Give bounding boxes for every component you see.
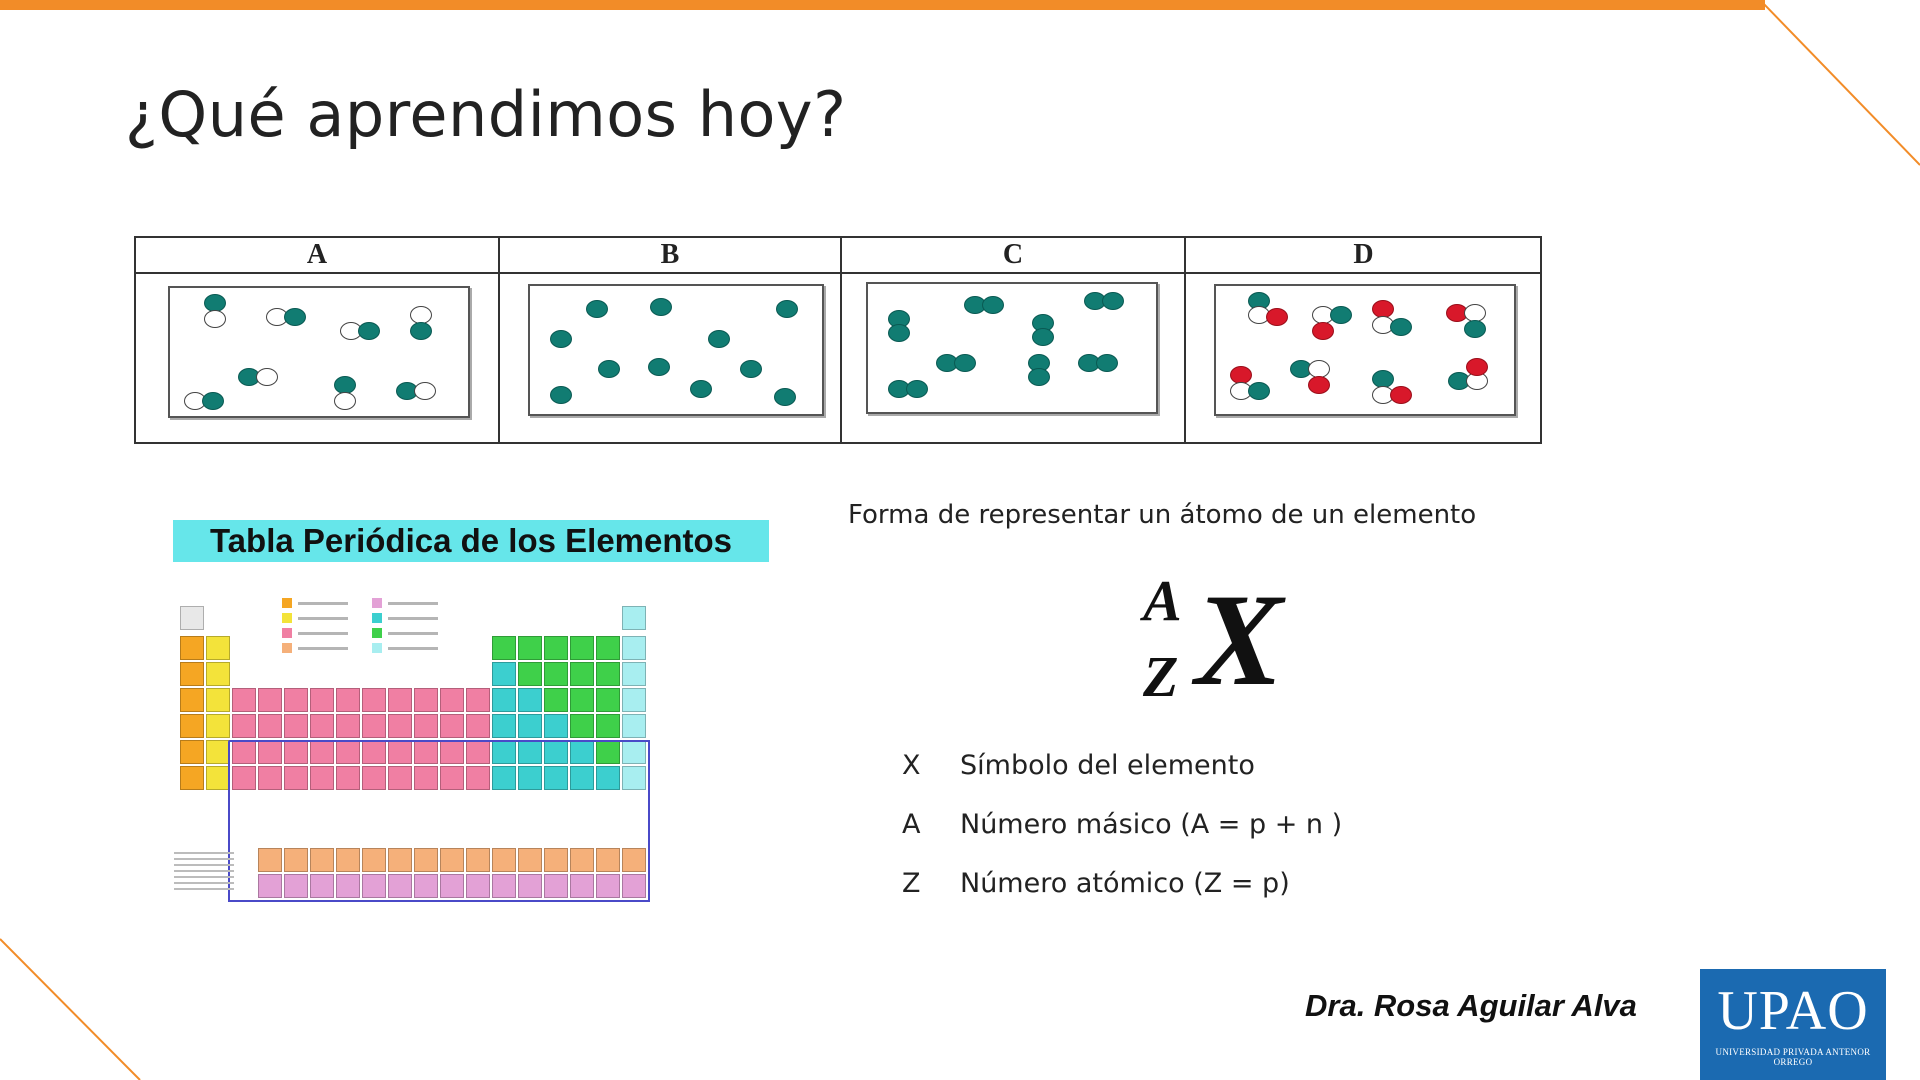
molecule-atom-teal: [1096, 354, 1118, 372]
molecule-table: [134, 236, 1542, 444]
legend-text-line: [388, 632, 438, 635]
pt-cell-transition: [284, 714, 308, 738]
atomic-number-symbol: Z: [1143, 644, 1179, 709]
pt-cell-metalloid: [492, 662, 516, 686]
molecule-atom-teal: [358, 322, 380, 340]
pt-cell-nonmetal: [570, 688, 594, 712]
pt-cell-transition: [388, 714, 412, 738]
definition-key-x: X: [902, 750, 921, 781]
molecule-box-c: [866, 282, 1158, 414]
pt-cell-transition: [466, 714, 490, 738]
legend-swatch: [282, 598, 292, 608]
molecule-atom-teal: [1102, 292, 1124, 310]
definition-text-a: Número másico (A = p + n ): [960, 809, 1343, 840]
pt-cell-metalloid: [544, 714, 568, 738]
molecule-atom-teal: [1248, 382, 1270, 400]
molecule-cell-c: [842, 274, 1186, 444]
legend-swatch: [372, 598, 382, 608]
molecule-atom-red: [1466, 358, 1488, 376]
molecule-atom-teal: [202, 392, 224, 410]
notation-heading: Forma de representar un átomo de un elemento: [848, 500, 1477, 530]
element-symbol: X: [1195, 566, 1284, 713]
periodic-table-title: Tabla Periódica de los Elementos: [173, 520, 769, 562]
column-header-c: C: [842, 238, 1186, 274]
author-name: Dra. Rosa Aguilar Alva: [1305, 988, 1637, 1023]
note-text-line: [174, 876, 234, 878]
legend-swatch: [282, 628, 292, 638]
pt-cell-alkali: [180, 662, 204, 686]
column-header-b: B: [500, 238, 842, 274]
legend-text-line: [388, 647, 438, 650]
molecule-box-d: [1214, 284, 1516, 416]
pt-cell-noble: [622, 636, 646, 660]
definition-key-z: Z: [902, 868, 921, 899]
f-block-outline: [228, 740, 650, 902]
legend-swatch: [372, 643, 382, 653]
molecule-atom-red: [1312, 322, 1334, 340]
molecule-atom-teal: [550, 386, 572, 404]
pt-cell-alkaline-earth: [206, 636, 230, 660]
pt-cell-nonmetal: [570, 636, 594, 660]
corner-decoration-top-right: [1760, 0, 1920, 170]
molecule-atom-teal: [284, 308, 306, 326]
pt-cell-transition: [414, 688, 438, 712]
pt-cell-transition: [414, 714, 438, 738]
pt-cell-noble: [622, 662, 646, 686]
logo-text: UPAO: [1717, 980, 1869, 1042]
legend-text-line: [298, 632, 348, 635]
pt-cell-he: [622, 606, 646, 630]
pt-cell-alkali: [180, 766, 204, 790]
molecule-atom-teal: [708, 330, 730, 348]
definition-text-z: Número atómico (Z = p): [960, 868, 1290, 899]
pt-cell-metalloid: [518, 714, 542, 738]
note-text-line: [174, 870, 234, 872]
pt-cell-alkali: [180, 688, 204, 712]
molecule-atom-teal: [690, 380, 712, 398]
molecule-atom-teal: [410, 322, 432, 340]
molecule-atom-teal: [1032, 328, 1054, 346]
pt-cell-h: [180, 606, 204, 630]
molecule-atom-teal: [550, 330, 572, 348]
mass-number-symbol: A: [1143, 568, 1182, 633]
molecule-atom-teal: [954, 354, 976, 372]
legend-swatch: [372, 628, 382, 638]
legend-text-line: [298, 647, 348, 650]
pt-cell-alkaline-earth: [206, 766, 230, 790]
legend-swatch: [282, 613, 292, 623]
pt-cell-nonmetal: [492, 636, 516, 660]
pt-cell-transition: [440, 688, 464, 712]
pt-cell-nonmetal: [518, 662, 542, 686]
molecule-atom-teal: [648, 358, 670, 376]
logo-subtext: UNIVERSIDAD PRIVADA ANTENOR ORREGO: [1715, 1047, 1871, 1067]
molecule-atom-teal: [1330, 306, 1352, 324]
molecule-atom-teal: [776, 300, 798, 318]
top-accent-bar: [0, 0, 1765, 10]
pt-cell-nonmetal: [596, 688, 620, 712]
pt-cell-nonmetal: [570, 714, 594, 738]
molecule-cell-b: [500, 274, 842, 444]
pt-cell-noble: [622, 688, 646, 712]
molecule-box-b: [528, 284, 824, 416]
pt-cell-nonmetal: [544, 662, 568, 686]
note-text-line: [174, 852, 234, 854]
molecule-atom-red: [1308, 376, 1330, 394]
legend-text-line: [388, 617, 438, 620]
pt-cell-nonmetal: [570, 662, 594, 686]
legend-text-line: [388, 602, 438, 605]
corner-decoration-bottom-left: [0, 935, 145, 1080]
pt-cell-transition: [258, 688, 282, 712]
molecule-atom-teal: [982, 296, 1004, 314]
legend-swatch: [372, 613, 382, 623]
legend-text-line: [298, 617, 348, 620]
pt-cell-nonmetal: [596, 636, 620, 660]
pt-cell-transition: [284, 688, 308, 712]
legend-swatch: [282, 643, 292, 653]
pt-cell-metalloid: [518, 688, 542, 712]
note-text-line: [174, 882, 234, 884]
pt-cell-transition: [336, 714, 360, 738]
university-logo: [1700, 969, 1886, 1080]
note-text-line: [174, 888, 234, 890]
pt-cell-alkaline-earth: [206, 688, 230, 712]
molecule-atom-teal: [1464, 320, 1486, 338]
pt-cell-metalloid: [492, 714, 516, 738]
pt-cell-alkaline-earth: [206, 714, 230, 738]
molecule-atom-teal: [906, 380, 928, 398]
molecule-cell-a: [136, 274, 500, 444]
molecule-atom-white: [256, 368, 278, 386]
pt-cell-transition: [362, 688, 386, 712]
note-text-line: [174, 858, 234, 860]
definition-key-a: A: [902, 809, 921, 840]
pt-cell-transition: [232, 714, 256, 738]
molecule-atom-white: [204, 310, 226, 328]
pt-cell-transition: [440, 714, 464, 738]
periodic-table-image: [170, 520, 780, 910]
molecule-atom-teal: [740, 360, 762, 378]
molecule-atom-red: [1390, 386, 1412, 404]
molecule-atom-teal: [774, 388, 796, 406]
pt-cell-transition: [466, 688, 490, 712]
pt-cell-nonmetal: [544, 688, 568, 712]
molecule-atom-teal: [888, 324, 910, 342]
pt-cell-transition: [362, 714, 386, 738]
pt-cell-nonmetal: [596, 714, 620, 738]
molecule-box-a: [168, 286, 470, 418]
pt-cell-transition: [310, 714, 334, 738]
column-header-d: D: [1186, 238, 1541, 274]
pt-cell-transition: [258, 714, 282, 738]
molecule-atom-teal: [586, 300, 608, 318]
pt-cell-nonmetal: [544, 636, 568, 660]
pt-cell-alkali: [180, 714, 204, 738]
slide-title: ¿Qué aprendimos hoy?: [125, 78, 847, 151]
molecule-atom-teal: [650, 298, 672, 316]
pt-cell-alkali: [180, 636, 204, 660]
pt-cell-alkaline-earth: [206, 740, 230, 764]
molecule-atom-teal: [1028, 368, 1050, 386]
note-text-line: [174, 864, 234, 866]
molecule-atom-white: [414, 382, 436, 400]
molecule-cell-d: [1186, 274, 1541, 444]
molecule-atom-white: [334, 392, 356, 410]
pt-cell-metalloid: [492, 688, 516, 712]
pt-cell-nonmetal: [596, 662, 620, 686]
molecule-atom-teal: [1390, 318, 1412, 336]
pt-cell-alkaline-earth: [206, 662, 230, 686]
pt-cell-alkali: [180, 740, 204, 764]
pt-cell-transition: [310, 688, 334, 712]
molecule-atom-teal: [598, 360, 620, 378]
pt-cell-transition: [232, 688, 256, 712]
pt-cell-transition: [388, 688, 412, 712]
molecule-atom-red: [1266, 308, 1288, 326]
column-header-a: A: [136, 238, 500, 274]
pt-cell-transition: [336, 688, 360, 712]
legend-text-line: [298, 602, 348, 605]
definition-text-x: Símbolo del elemento: [960, 750, 1255, 781]
pt-cell-noble: [622, 714, 646, 738]
pt-cell-nonmetal: [518, 636, 542, 660]
